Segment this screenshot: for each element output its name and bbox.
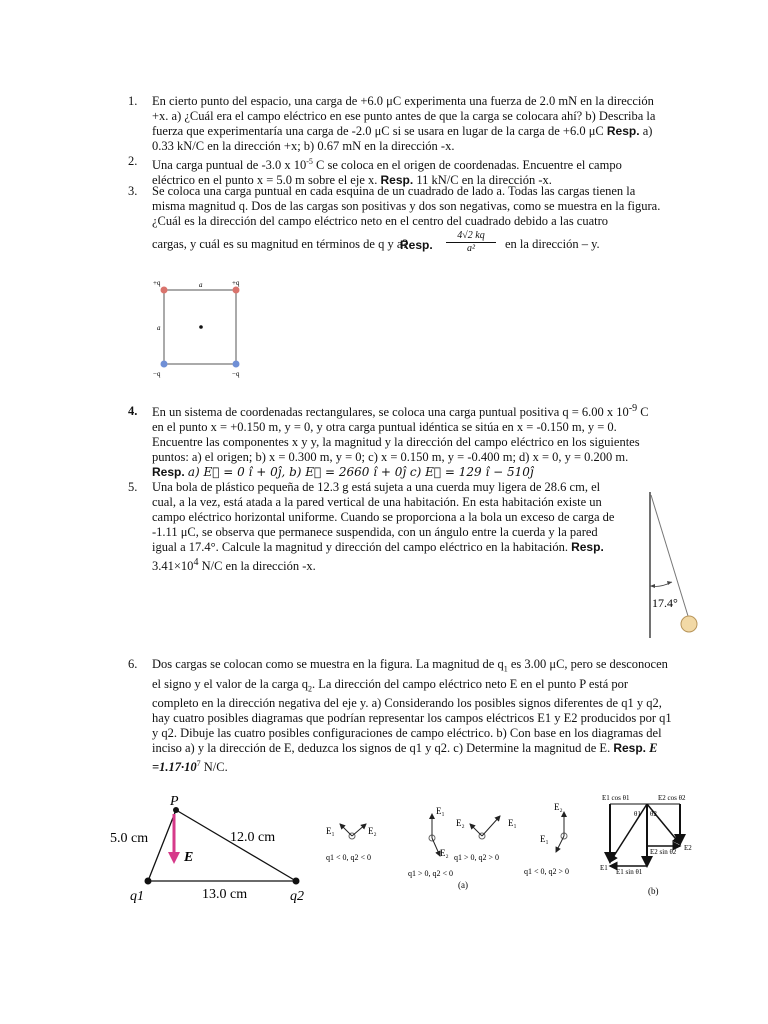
config-1-condition: q1 < 0, q2 < 0 <box>326 853 372 862</box>
config-4 <box>524 802 569 876</box>
charge-top-left <box>161 287 168 294</box>
config-3-condition: q1 > 0, q2 > 0 <box>454 853 500 862</box>
problem-4-answer: a) E⃗ = 0 î + 0ĵ, b) E⃗ = 2660 î + 0ĵ c) E⃗ = 129 î − 510ĵ <box>187 465 534 480</box>
config-1 <box>326 824 377 862</box>
problem-6-exponent: 7 <box>196 759 201 768</box>
problem-6-number: 6. <box>128 657 138 671</box>
problem-5-exponent: 4 <box>193 557 199 568</box>
label-q2: q2 <box>290 889 304 904</box>
label-bottom-left: −q <box>153 370 161 378</box>
label-top-left: +q <box>153 279 161 287</box>
problem-4-number: 4. <box>128 404 138 418</box>
problem-1-text: En cierto punto del espacio, una carga de +6.0 μC experimenta una fuerza de 2.0 mN en la dirección +x. a) ¿Cuál era el campo eléctrico en ese punto antes de que la carga se colocara ahí? b) Describa la fuerza que experimentaría una carga de -2.0 μC si se usara en lugar de la carga de +6.0 μC <box>152 94 656 138</box>
problem-5-answer-b: N/C en la dirección -x. <box>198 559 316 574</box>
config-1-e2-arrow <box>352 824 366 836</box>
label-left-side: 5.0 cm <box>110 831 149 846</box>
problem-3-number: 3. <box>128 184 138 198</box>
problem-5 <box>152 480 622 574</box>
config-4-condition: q1 < 0, q2 > 0 <box>524 867 570 876</box>
problem-6-answer-a: E =1.17·10 <box>152 741 658 775</box>
triangle-figure <box>110 788 320 908</box>
e-arrow-head <box>168 852 180 864</box>
config-3 <box>454 816 517 862</box>
field-components-figure <box>596 790 708 902</box>
problem-6-text-1: Dos cargas se colocan como se muestra en la figura. La magnitud de q <box>152 657 504 671</box>
problem-2-text-a: Una carga puntual de -3.0 x 10 <box>152 158 307 173</box>
label-theta2: θ2 <box>650 810 657 818</box>
charge-top-right <box>233 287 240 294</box>
charge-bottom-right <box>233 361 240 368</box>
config-1-e1-arrow <box>340 824 352 836</box>
problem-3-fraction <box>446 230 496 255</box>
charge-q2 <box>293 878 300 885</box>
label-e1-cos: E1 cos θ1 <box>602 794 630 802</box>
problem-2-resp-label: Resp. <box>380 173 414 188</box>
problem-3-answer-tail: en la dirección – y. <box>505 237 600 251</box>
label-e1-sin: E1 sin θ1 <box>616 868 643 876</box>
problem-5-answer-a: 3.41×10 <box>152 559 194 574</box>
problem-1-answer: a) 0.33 kN/C en la dirección +x; b) 0.67 mN en la dirección -x. <box>152 124 653 153</box>
config-2-e1-label: E₁ <box>436 806 445 816</box>
square-center-point <box>199 325 203 329</box>
problem-6-answer-b: N/C. <box>200 760 228 775</box>
problem-3 <box>152 184 662 229</box>
config-4-e2-label: E₂ <box>554 802 563 812</box>
side-p-q1 <box>148 810 176 881</box>
config-3-e2-arrow <box>470 824 482 836</box>
problem-1 <box>152 94 662 154</box>
panel-a-label: (a) <box>458 880 468 890</box>
panel-b-label: (b) <box>648 886 659 896</box>
label-e2-sin: E2 sin θ2 <box>650 848 677 856</box>
config-3-e1-label: E₁ <box>508 818 517 828</box>
label-e2: E2 <box>684 844 692 852</box>
config-1-e1-label: E₁ <box>326 826 335 836</box>
label-bottom-side: 13.0 cm <box>202 887 248 902</box>
problem-6-text-2: es 3.00 μC, pero se desconocen el signo y el valor de la carga q <box>152 657 668 691</box>
problem-2-answer: 11 kN/C en la dirección -x. <box>416 173 552 188</box>
problem-6-text-3: . La dirección del campo eléctrico neto E en el punto P está por completo en la dirección negativa del eje y. a) Considerando los posibles signos diferentes de q1 y q2, hay cuatro posibles diagramas que podrían representar los campos eléctricos E1 y E2 producidos por q1 y q2. Dibuje las cuatro posibles configuraciones de campo eléctrico. b) Con base en los diagramas del inciso a) y la dirección de E, deduzca los signos de q1 y q2. c) Determine la magnitud de E. <box>152 676 672 755</box>
label-top-right: +q <box>232 279 240 287</box>
problem-3-text-last: cargas, y cuál es su magnitud en términos de q y a? <box>152 237 408 251</box>
problem-3-resp-label: Resp. <box>400 238 433 252</box>
angle-arrow-right <box>667 581 672 585</box>
label-theta1: θ1 <box>634 810 641 818</box>
problem-5-text: Una bola de plástico pequeña de 12.3 g está sujeta a una cuerda muy ligera de 28.6 cm, el cual, a la vez, está atada a la pared vertical de una habitación. En esta habitación existe un campo eléctrico horizontal uniforme. Cuando se proporciona a la bola un exceso de carga de -1.11 μC, se observa que permanece suspendida, con un ángulo entre la cuerda y la pared igual a 17.4°. Calcule la magnitud y dirección del campo eléctrico en la habitación. <box>152 480 615 554</box>
problem-4-text-b: C en el punto x = +0.150 m, y = 0, y otra carga puntual idéntica se sitúa en x = -0.150 m, y = 0. Encuentre las componentes x y y, la magnitud y la dirección del campo eléctrico en los siguientes puntos: a) el origen; b) x = 0.300 m, y = 0; c) x = 0.150 m, y = -0.400 m; d) x = 0, y = 0.200 m. <box>152 405 649 465</box>
problem-3-text: Se coloca una carga puntual en cada esquina de un cuadrado de lado a. Todas las cargas tienen la misma magnitud q. Dos de las cargas son positivas y dos son negativas, como se muestra en la figura. ¿Cuál es la dirección del campo eléctrico neto en el centro del cuadrado debido a las cuatro <box>152 184 661 228</box>
config-4-e1-label: E₁ <box>540 834 549 844</box>
problem-6-resp-label: Resp. <box>613 741 647 755</box>
problem-3-last-line <box>152 230 672 260</box>
label-e1: E1 <box>600 864 608 872</box>
charge-bottom-left <box>161 361 168 368</box>
square-charges-figure <box>145 276 255 381</box>
charge-q1 <box>145 878 152 885</box>
config-2-e2-label: E₂ <box>440 848 449 858</box>
problem-4 <box>152 401 662 480</box>
label-side-top: a <box>199 281 203 289</box>
label-p: P <box>170 794 179 809</box>
problem-1-resp-label: Resp. <box>606 124 640 138</box>
e1-arrow <box>610 804 647 862</box>
field-configurations-figure <box>318 796 592 900</box>
config-2 <box>408 806 453 878</box>
label-e2-cos: E2 cos θ2 <box>658 794 686 802</box>
problem-6: Dos cargas se colocan como se muestra en la figura. La magnitud de $q_1$ es 3.00 μC, pero se desconocen el signo y el valor de la carga $q_2$. La dirección del campo eléctrico neto E en el punto P está por completo en la dirección negativa del eje y. a) Considerando los posibles signos diferentes de q1 y q2, hay cuatro posibles diagramas que podrían representar los campos eléctricos E1 y E2 producidos por q1 y q2. Dibuje las cuatro posibles configuraciones de campo eléctrico. b) Con base en los diagramas del inciso a) y la dirección de E, deduzca los signos de q1 y q2. c) Determine la magnitud de E. Resp. $E =1.17\cdot 10^7$ N/C. <box>152 657 672 775</box>
problem-1-number: 1. <box>128 94 138 108</box>
problem-5-number: 5. <box>128 480 138 494</box>
problem-2-text-b: C se coloca en el origen de coordenadas. Encuentre el campo eléctrico en el punto x = 5.0 m sobre el eje x. <box>152 158 622 188</box>
problem-4-exponent: -9 <box>628 403 638 414</box>
problem-4-text-a: En un sistema de coordenadas rectangulares, se coloca una carga puntual positiva q = 6.00 x 10 <box>152 405 629 420</box>
config-2-condition: q1 > 0, q2 < 0 <box>408 869 454 878</box>
config-3-e2-label: E₂ <box>456 818 465 828</box>
fraction-numerator: 4√2 kq <box>446 230 496 243</box>
label-side-left: a <box>157 324 161 332</box>
problem-2-number: 2. <box>128 154 138 168</box>
pendulum-figure <box>600 490 710 640</box>
problem-2-exponent: -5 <box>306 157 313 166</box>
label-q1: q1 <box>130 889 144 904</box>
angle-label: 17.4° <box>652 596 678 610</box>
problem-5-resp-label: Resp. <box>571 540 604 554</box>
fraction-denominator: a² <box>467 243 475 254</box>
config-4-e1-arrow <box>556 836 564 852</box>
config-1-e2-label: E₂ <box>368 826 377 836</box>
label-right-side: 12.0 cm <box>230 830 276 845</box>
side-p-q2 <box>176 810 296 881</box>
config-3-e1-arrow <box>482 816 500 836</box>
config-2-e2-arrow <box>432 838 440 856</box>
label-e: E <box>184 850 194 865</box>
ball <box>681 616 697 632</box>
problem-4-resp-label: Resp. <box>152 465 185 480</box>
label-bottom-right: −q <box>232 370 240 378</box>
